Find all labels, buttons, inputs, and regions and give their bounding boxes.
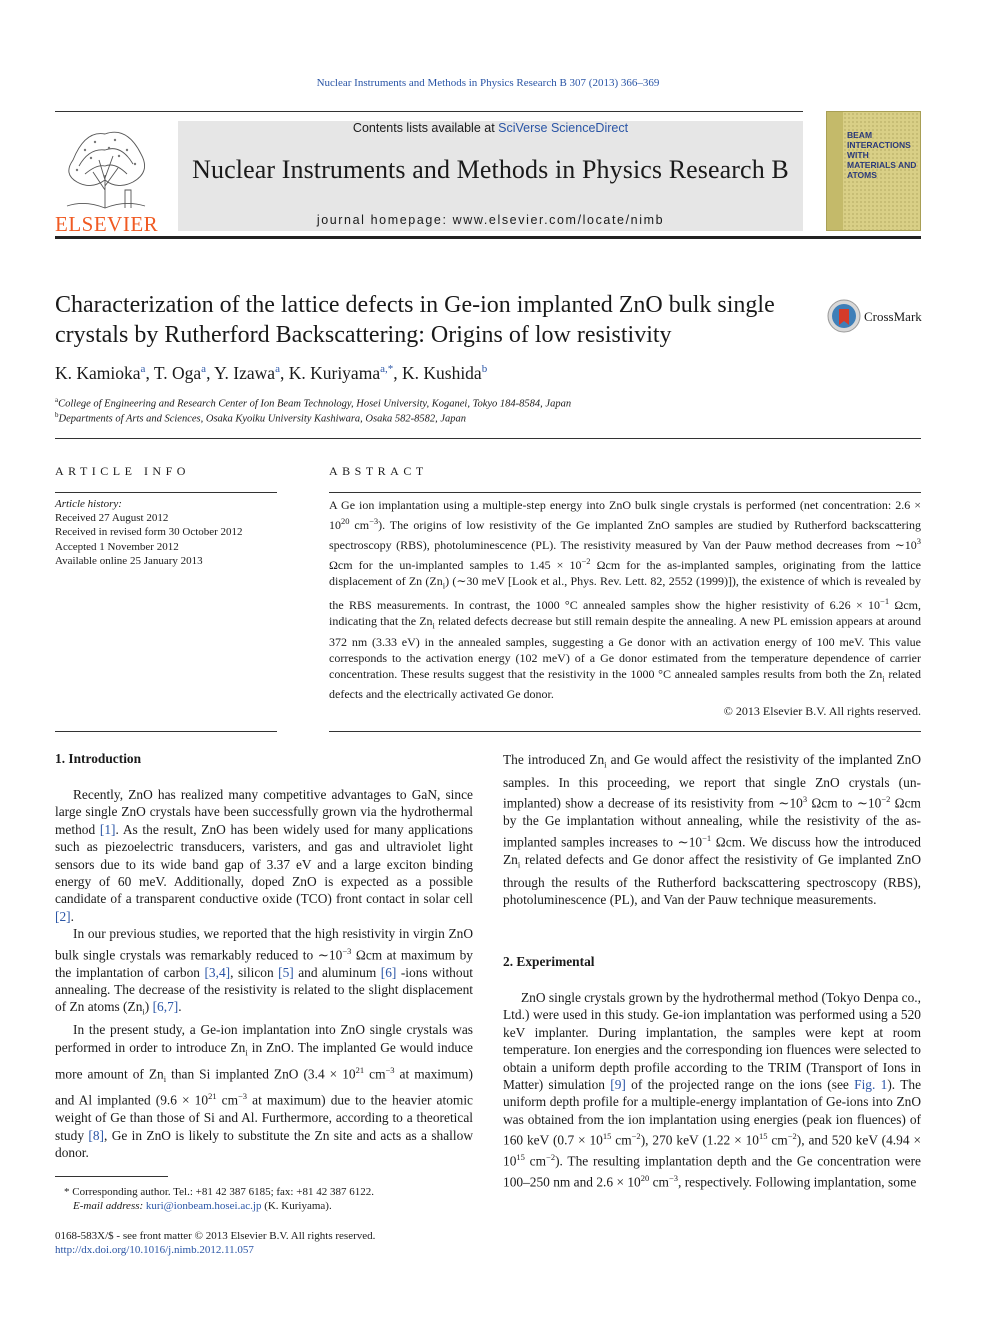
title-rule (55, 438, 921, 439)
sciencedirect-link[interactable]: SciVerse ScienceDirect (498, 121, 629, 135)
citation-link[interactable]: [3,4] (204, 964, 231, 980)
section-heading-experimental: 2. Experimental (503, 954, 595, 969)
author-name: K. Kushida (401, 363, 482, 383)
footnote-rule (55, 1176, 168, 1177)
header-rule-top (55, 111, 803, 112)
citation-link[interactable]: [6] (380, 964, 397, 980)
cover-stripe (827, 112, 843, 231)
history-accepted: Accepted 1 November 2012 (55, 540, 179, 553)
copyright-line: © 2013 Elsevier B.V. All rights reserved. (723, 704, 921, 718)
author-affil-mark[interactable]: b (481, 363, 488, 376)
paper-title: Characterization of the lattice defects in Ge-ion implanted ZnO bulk single crystals by Rutherford Backscattering: Origins of low resistivity (55, 292, 775, 348)
journal-reference[interactable]: Nuclear Instruments and Methods in Physics Research B 307 (2013) 366–369 (316, 77, 660, 89)
affiliation-mark: a (55, 396, 59, 404)
email-note (73, 1200, 332, 1212)
article-info-heading: ARTICLE INFO (55, 464, 190, 478)
abstract-heading: ABSTRACT (329, 464, 428, 478)
citation-link[interactable]: [5] (278, 964, 294, 980)
contents-prefix: Contents lists available at (352, 121, 499, 135)
front-matter-line: 0168-583X/$ - see front matter © 2013 Elsevier B.V. All rights reserved. (55, 1230, 376, 1242)
body-column-left (55, 786, 473, 1162)
email-label: E-mail address: (73, 1200, 146, 1212)
contents-line (178, 121, 803, 135)
history-received: Received 27 August 2012 (55, 512, 169, 525)
author-affil-mark[interactable]: a (140, 363, 146, 376)
citation-link[interactable]: [1] (99, 821, 116, 837)
citation-link[interactable]: [2] (55, 908, 71, 924)
author-affil-mark[interactable]: a (201, 363, 207, 376)
affiliation-text: Departments of Arts and Sciences, Osaka Kyoiku University Kashiwara, Osaka 582-8582, Japan (58, 413, 467, 425)
section-heading-introduction: 1. Introduction (55, 751, 142, 766)
cover-title: BEAM INTERACTIONS WITH MATERIALS AND ATOMS (847, 130, 917, 180)
author-affil-mark[interactable]: a (275, 363, 280, 376)
author-name: K. Kuriyama (288, 363, 381, 383)
corresponding-author-note: * Corresponding author. Tel.: +81 42 387 6185; fax: +81 42 387 6122. (64, 1186, 374, 1198)
article-history (55, 497, 277, 568)
email-suffix: (K. Kuriyama). (261, 1200, 332, 1212)
crossmark-label[interactable]: CrossMark (864, 309, 922, 324)
citation-link[interactable]: [8] (88, 1127, 104, 1143)
citation-link[interactable]: [6,7] (152, 999, 179, 1015)
figure-link[interactable]: Fig. 1 (854, 1077, 888, 1093)
journal-title: Nuclear Instruments and Methods in Physics Research B (192, 155, 789, 184)
author-affil-mark[interactable]: a,* (380, 363, 394, 376)
author-name: K. Kamioka (55, 363, 141, 383)
paragraph: ZnO single crystals grown by the hydrothermal method (Tokyo Denpa co., Ltd.) were used in this study. Ge-ion implantation was performed using a 520 keV implanter. During implantation, the samples were kept at room temperature. Ion energies and the corresponding ion fluences were selected to obtain a uniform depth profile according to the TRIM (Transport of Ions in Matter) simulation [9] of the projected range on the ions (see Fig. 1). The uniform depth profile for a multiple-energy implantation of Ge-ions into ZnO was obtained from the ion implantation using energies (peak ion fluences) of 160 keV ($0.7 \times 10^{15}$ $cm^{-2}$), 270 keV ($1.22 \times 10^{15}$ $cm^{-2}$), and 520 keV ($4.94 \times 10^{15}$ $cm^{-2}$). The resulting implantation depth and the Ge concentration were 100–250 nm and $2.6 \times 10^{20}$ $cm^{-3}$, respectively. Following implantation, some (503, 990, 922, 1190)
abstract-rule-bottom (329, 731, 921, 732)
history-label: Article history: (55, 498, 122, 510)
affiliation-mark: b (55, 411, 59, 419)
citation-link[interactable]: [9] (610, 1077, 626, 1093)
affiliation-b (55, 411, 466, 425)
paragraph: The introduced $Zn_i$ and Ge would affect the resistivity of the implanted ZnO samples. In this proceeding, we report that single ZnO crystals (un-implanted) show a decrease of its resistivity from $\sim 10^3$ Ωcm to $\sim 10^{-2}$ Ωcm by the Ge implantation without annealing, while the resistivity of the as-implanted samples increases to $\sim 10^{-1}$ Ωcm. We discuss how the introduced $Zn_i$ related defects and Ge donor affect the resistivity of Ge implanted ZnO through the results of the Rutherford backscattering spectroscopy (RBS), photoluminescence (PL), and Van der Pauw technique measurements. (503, 752, 921, 908)
author-name: T. Oga (153, 363, 202, 383)
paragraph: Recently, ZnO has realized many competitive advantages to GaN, since large single ZnO crystals have been successfully grown via the hydrothermal method [1]. As the result, ZnO has been widely used for many applications such as piezoelectric transducers, varisters, and gas and ultraviolet light sensors due to its wide band gap of 3.37 eV and a large exciton binding energy of 60 meV. Additionally, doped ZnO is expected as a possible candidate of a transparent conductive oxide (TCO) front contact in solar cell [2]. (55, 787, 473, 924)
affiliation-a (55, 396, 571, 410)
paragraph: In the present study, a Ge-ion implantation into ZnO single crystals was performed in order to introduce $Zn_i$ in ZnO. The implanted Ge would induce more amount of $Zn_i$ than Si implanted ZnO ($3.4 \times 10^{21}$ $cm^{-3}$ at maximum) and Al implanted ($9.6 \times 10^{21}$ $cm^{-3}$ at maximum) due to the heavier atomic weight of Ge than those of Si and Al. Furthermore, according to a theoretical study [8], Ge in ZnO is likely to substitute the Zn site and acts as a shallow donor. (55, 1022, 474, 1161)
journal-cover (826, 111, 921, 231)
author-name: Y. Izawa (214, 363, 276, 383)
body-column-right-bottom (503, 989, 921, 1191)
journal-homepage[interactable]: journal homepage: www.elsevier.com/locate/nimb (316, 213, 665, 227)
abstract-rule (329, 492, 921, 493)
paragraph: In our previous studies, we reported that the high resistivity in virgin ZnO bulk single crystals was remarkably reduced to $\sim 10^{-3}$ Ωcm at maximum by the implantation of carbon [3,4], silicon [5] and aluminum [6] -ions without annealing. The decrease of the resistivity is related to the slight displacement of Zn atoms $(Zn_i)$ [6,7]. (55, 926, 474, 1018)
email-link[interactable]: kuri@ionbeam.hosei.ac.jp (145, 1200, 262, 1212)
elsevier-logo-text: ELSEVIER (55, 212, 159, 236)
affiliation-text: College of Engineering and Research Center of Ion Beam Technology, Hosei University, Koganei, Tokyo 184-8584, Japan (58, 398, 572, 410)
body-column-right-top (503, 751, 921, 909)
history-online: Available online 25 January 2013 (55, 554, 203, 567)
author-list: K. Kamioka$^a$, T. Oga$^a$, Y. Izawa$^a$, K. Kuriyama$^{a,*}$, K. Kushida$^b$ (55, 363, 488, 383)
header-rule-bottom (55, 236, 921, 239)
abstract-text: A Ge ion implantation using a multiple-step energy into ZnO bulk single crystals is performed (net concentration: $2.6 \times 10^{20}$ $cm^{-3}$). The origins of low resistivity of the Ge implanted ZnO samples are studied by Rutherford backscattering spectroscopy (RBS), photoluminescence (PL). The resistivity measured by Van der Pauw method decreases from $\sim 10^3$ Ωcm for the un-implanted samples to $1.45 \times 10^{-2}$ Ωcm for the as-implanted samples, originating from the lattice displacement of Zn $(Zn_i)$ (∼30 meV [Look et al., Phys. Rev. Lett. 82, 2552 (1999)]), the existence of which is revealed by the RBS measurements. In contrast, the 1000 °C annealed samples show the higher resistivity of $6.26 \times 10^{-1}$ Ωcm, indicating that the $Zn_i$ related defects decrease but still remain despite the annealing. A new PL emission appears at around 372 nm (3.33 eV) in the annealed samples, suggesting a Ge donor with an activation energy of 100 meV. This value corresponds to the activation energy (102 meV) of a Ge donor estimated from the temperature dependence of carrier concentration. These results suggest that the resistivity in the 1000 °C annealed samples results from both the $Zn_i$ related defects and the electrically activated Ge donor. (329, 498, 921, 702)
article-info-rule-bottom (55, 731, 277, 732)
doi-link[interactable]: http://dx.doi.org/10.1016/j.nimb.2012.11.057 (55, 1244, 254, 1256)
history-revised: Received in revised form 30 October 2012 (55, 526, 243, 539)
article-info-rule (55, 492, 277, 493)
